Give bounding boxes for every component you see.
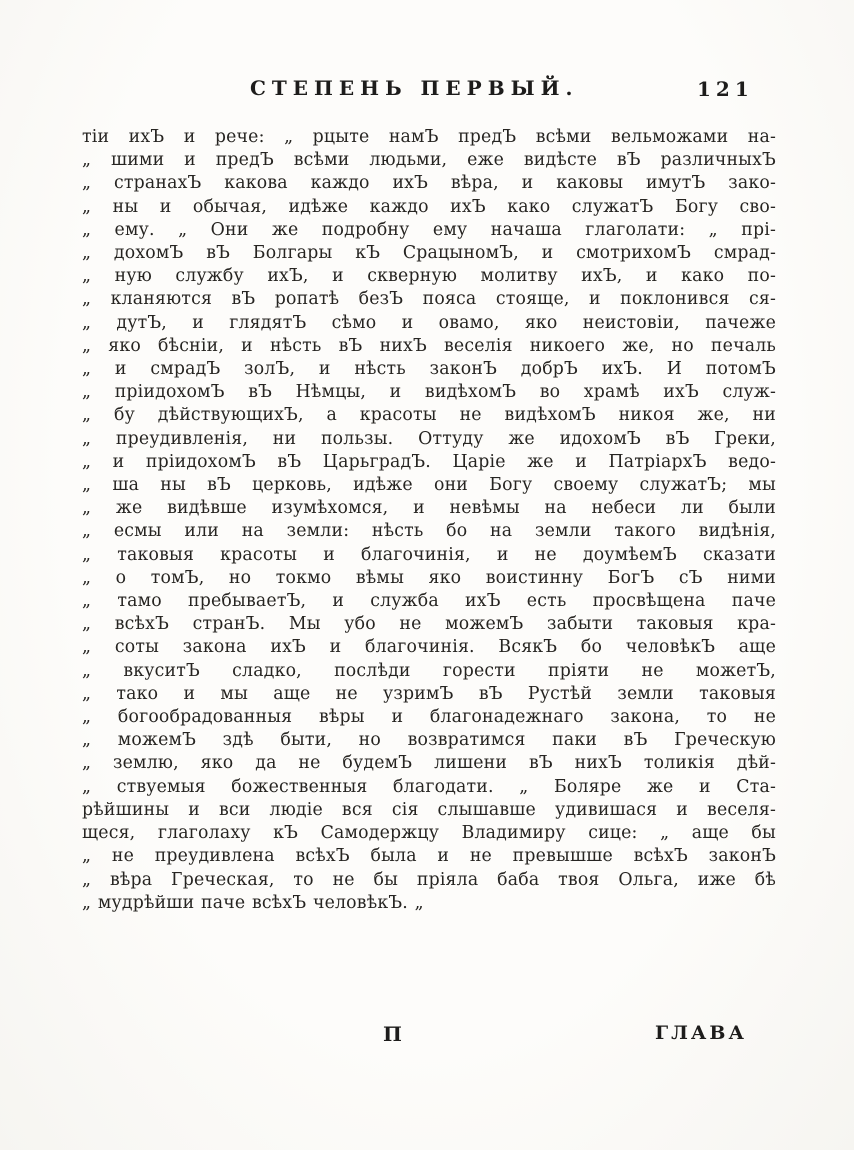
text-line: „ вкуситЪ сладко, послѣди горести пріяти не можетЪ,: [82, 660, 776, 681]
text-line: „ есмы или на земли: нѣсть бо на земли такого видѣнія,: [82, 521, 776, 542]
text-line: „ соты закона ихЪ и благочинія. ВсякЪ бо человѣкЪ аще: [82, 637, 776, 658]
text-line: „ вѣра Греческая, то не бы пріяла баба твоя Ольга, иже бѣ: [82, 869, 776, 890]
text-line: „ тако и мы аще не узримЪ вЪ Рустѣй земли таковыя: [82, 683, 776, 704]
text-line: „ всѣхЪ странЪ. Мы убо не можемЪ забыти таковыя кра-: [82, 614, 776, 635]
text-line: „ яко бѣсніи, и нѣсть вЪ нихЪ веселія никоего же, но печаль: [82, 335, 776, 356]
text-line: „ дутЪ, и глядятЪ сѣмо и овамо, яко неистовіи, пачеже: [82, 312, 776, 333]
text-line: „ и пріидохомЪ вЪ ЦарьградЪ. Царіе же и ПатріархЪ ведо-: [82, 451, 776, 472]
text-line: „ ную службу ихЪ, и скверную молитву ихЪ, и како по-: [82, 266, 776, 287]
text-line: „ кланяются вЪ ропатѣ безЪ пояса стояще, и поклонився ся-: [82, 289, 776, 310]
text-line: „ шими и предЪ всѣми людьми, еже видѣсте вЪ различныхЪ: [82, 150, 776, 171]
text-line: „ странахЪ какова каждо ихЪ вѣра, и каковы имутЪ зако-: [82, 173, 776, 194]
text-line: „ и смрадЪ золЪ, и нѣсть законЪ добрЪ ихЪ. И потомЪ: [82, 359, 776, 380]
text-line: щеся, глаголаху кЪ Самодержцу Владимиру сице: „ аще бы: [82, 823, 776, 844]
text-line: рѣйшины и вси людіе вся сія слышавше удивишася и веселя-: [82, 799, 776, 820]
text-line: „ ему. „ Они же подробну ему начаша глаголати: „ прі-: [82, 219, 776, 240]
catchword: ГЛАВА: [655, 1022, 747, 1044]
text-line: „ бу дѣйствующихЪ, а красоты не видѣхомЪ никоя же, ни: [82, 405, 776, 426]
signature-mark: П: [383, 1022, 403, 1046]
text-line: „ о томЪ, но токмо вѣмы яко воистинну БогЪ сЪ ними: [82, 567, 776, 588]
text-line: „ ша ны вЪ церковь, идѣже они Богу своему служатЪ; мы: [82, 475, 776, 496]
running-title: СТЕПЕНЬ ПЕРВЫЙ.: [250, 76, 579, 100]
text-line: „ землю, яко да не будемЪ лишени вЪ нихЪ толикія дѣй-: [82, 753, 776, 774]
text-line: „ тамо пребываетЪ, и служба ихЪ есть просвѣщена паче: [82, 591, 776, 612]
page-number: 121: [697, 77, 754, 101]
text-line: „ же видѣвше изумѣхомся, и невѣмы на небеси ли были: [82, 498, 776, 519]
text-line: „ таковыя красоты и благочинія, и не доумѣемЪ сказати: [82, 544, 776, 565]
body-text-block: [82, 126, 776, 915]
text-line: „ ны и обычая, идѣже каждо ихЪ како служатЪ Богу сво-: [82, 196, 776, 217]
text-line: „ преудивленія, ни пользы. Оттуду же идохомЪ вЪ Греки,: [82, 428, 776, 449]
text-line: тіи ихЪ и рече: „ рцыте намЪ предЪ всѣми вельможами на-: [82, 127, 776, 147]
text-line: „ не преудивлена всѣхЪ была и не превышше всѣхЪ законЪ: [82, 846, 776, 867]
text-line: „ ствуемыя божественныя благодати. „ Боляре же и Ста-: [82, 776, 776, 797]
text-line: „ пріидохомЪ вЪ Нѣмцы, и видѣхомЪ во храмѣ ихЪ служ-: [82, 382, 776, 403]
text-line: „ дохомЪ вЪ Болгары кЪ СрацыномЪ, и смотрихомЪ смрад-: [82, 243, 776, 264]
text-line: „ мудрѣйши паче всѣхЪ человѣкЪ. „: [82, 892, 424, 913]
text-line: „ богообрадованныя вѣры и благонадежнаго закона, то не: [82, 707, 776, 728]
text-line: „ можемЪ здѣ быти, но возвратимся паки вЪ Греческую: [82, 730, 776, 751]
